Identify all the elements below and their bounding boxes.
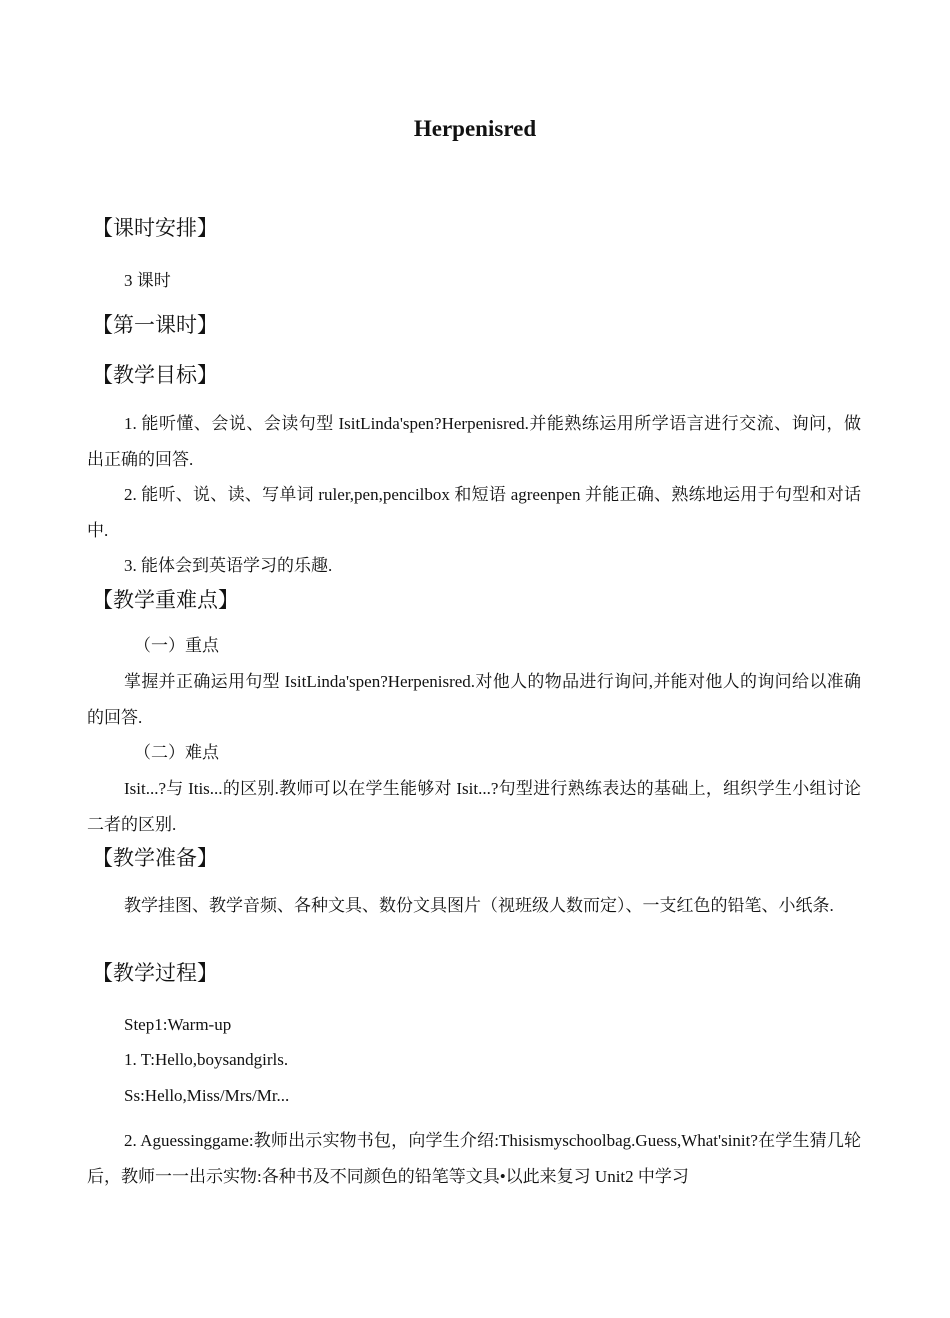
- key-label: （一）重点: [134, 636, 219, 655]
- document-title: Herpenisred: [413, 116, 537, 141]
- objectives-heading: 【教学目标】: [92, 363, 218, 387]
- prep-heading: 【教学准备】: [92, 846, 218, 870]
- objective-item: 2. 能听、说、读、写单词 ruler,pen,pencilbox 和短语 agreenpen 并能正确、熟练地运用于句型和对话中.: [87, 485, 861, 540]
- keypoints-heading: 【教学重难点】: [92, 588, 239, 612]
- process-heading: 【教学过程】: [92, 961, 218, 985]
- objective-item: 1. 能听懂、会说、会读句型 IsitLinda'spen?Herpenisred.并能熟练运用所学语言进行交流、询问，做出正确的回答.: [87, 414, 861, 469]
- difficulty-label: （二）难点: [134, 743, 219, 762]
- lesson-heading: 【第一课时】: [92, 313, 218, 337]
- difficulty-text: Isit...?与 Itis...的区别.教师可以在学生能够对 Isit...?句型进行熟练表达的基础上，组织学生小组讨论二者的区别.: [87, 779, 861, 834]
- schedule-value: 3 课时: [124, 271, 171, 290]
- objective-item: 3. 能体会到英语学习的乐趣.: [124, 556, 333, 575]
- step1-item: 2. Aguessinggame:教师出示实物书包，向学生介绍:Thisismyschoolbag.Guess,What'sinit?在学生猜几轮后，教师一一出示实物:各种书及不同颜色的铅笔等文具•以此来复习 Unit2 中学习: [87, 1131, 861, 1186]
- step1-label: Step1:Warm-up: [124, 1015, 232, 1034]
- prep-text: 教学挂图、教学音频、各种文具、数份文具图片（视班级人数而定）、一支红色的铅笔、小纸条.: [124, 896, 834, 915]
- step1-item: 1. T:Hello,boysandgirls.: [124, 1050, 289, 1069]
- key-text: 掌握并正确运用句型 IsitLinda'spen?Herpenisred.对他人的物品进行询问,并能对他人的询问给以准确的回答.: [87, 672, 861, 727]
- schedule-heading: 【课时安排】: [92, 216, 218, 240]
- step1-reply: Ss:Hello,Miss/Mrs/Mr...: [124, 1086, 290, 1105]
